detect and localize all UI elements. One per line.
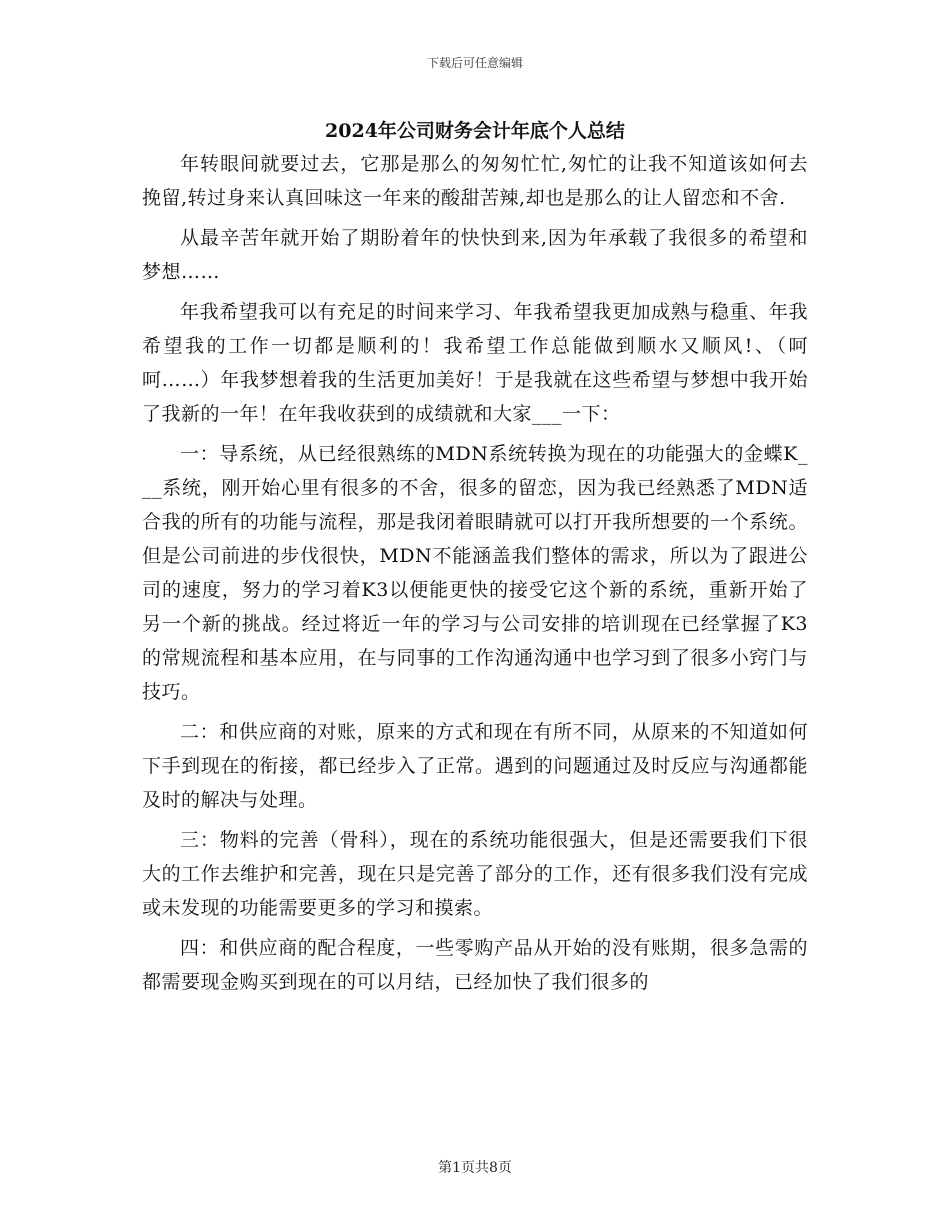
paragraph-2: 从最辛苦年就开始了期盼着年的快快到来,因为年承载了我很多的希望和梦想……: [142, 227, 808, 283]
page-indicator: 第1页共8页: [438, 1160, 512, 1176]
paragraph-3: 年我希望我可以有充足的时间来学习、年我希望我更加成熟与稳重、年我希望我的工作一切都是顺利的！我希望工作总能做到顺水又顺风!、（呵呵……）年我梦想着我的生活更加美好！于是我就在这些希望与梦想中我开始了我新的一年！在年我收获到的成绩就和大家___一下：: [142, 301, 808, 425]
document-title: 2024年公司财务会计年底个人总结: [325, 120, 625, 142]
paragraph-5: 二：和供应商的对账，原来的方式和现在有所不同，从原来的不知道如何下手到现在的衔接，都已经步入了正常。遇到的问题通过及时反应与沟通都能及时的解决与处理。: [142, 721, 808, 811]
page-header-note: 下载后可任意编辑: [426, 56, 523, 70]
paragraph-4: 一：导系统，从已经很熟练的MDN系统转换为现在的功能强大的金蝶K___系统，刚开始心里有很多的不舍，很多的留恋，因为我已经熟悉了MDN适合我的所有的功能与流程，那是我闭着眼睛就可以打开我所想要的一个系统。但是公司前进的步伐很快，MDN不能涵盖我们整体的需求，所以为了跟进公司的速度，努力的学习着K3以便能更快的接受它这个新的系统，重新开始了另一个新的挑战。经过将近一年的学习与公司安排的培训现在已经掌握了K3的常规流程和基本应用，在与同事的工作沟通沟通中也学习到了很多小窍门与技巧。: [142, 443, 808, 703]
document-body: [142, 147, 808, 1005]
paragraph-1: 年转眼间就要过去，它那是那么的匆匆忙忙,匆忙的让我不知道该如何去挽留,转过身来认真回味这一年来的酸甜苦辣,却也是那么的让人留恋和不舍.: [142, 153, 808, 209]
paragraph-7: 四：和供应商的配合程度，一些零购产品从开始的没有账期，很多急需的都需要现金购买到现在的可以月结，已经加快了我们很多的: [142, 937, 808, 993]
paragraph-6: 三：物料的完善（骨科），现在的系统功能很强大，但是还需要我们下很大的工作去维护和完善，现在只是完善了部分的工作，还有很多我们没有完成或未发现的功能需要更多的学习和摸索。: [142, 829, 808, 919]
